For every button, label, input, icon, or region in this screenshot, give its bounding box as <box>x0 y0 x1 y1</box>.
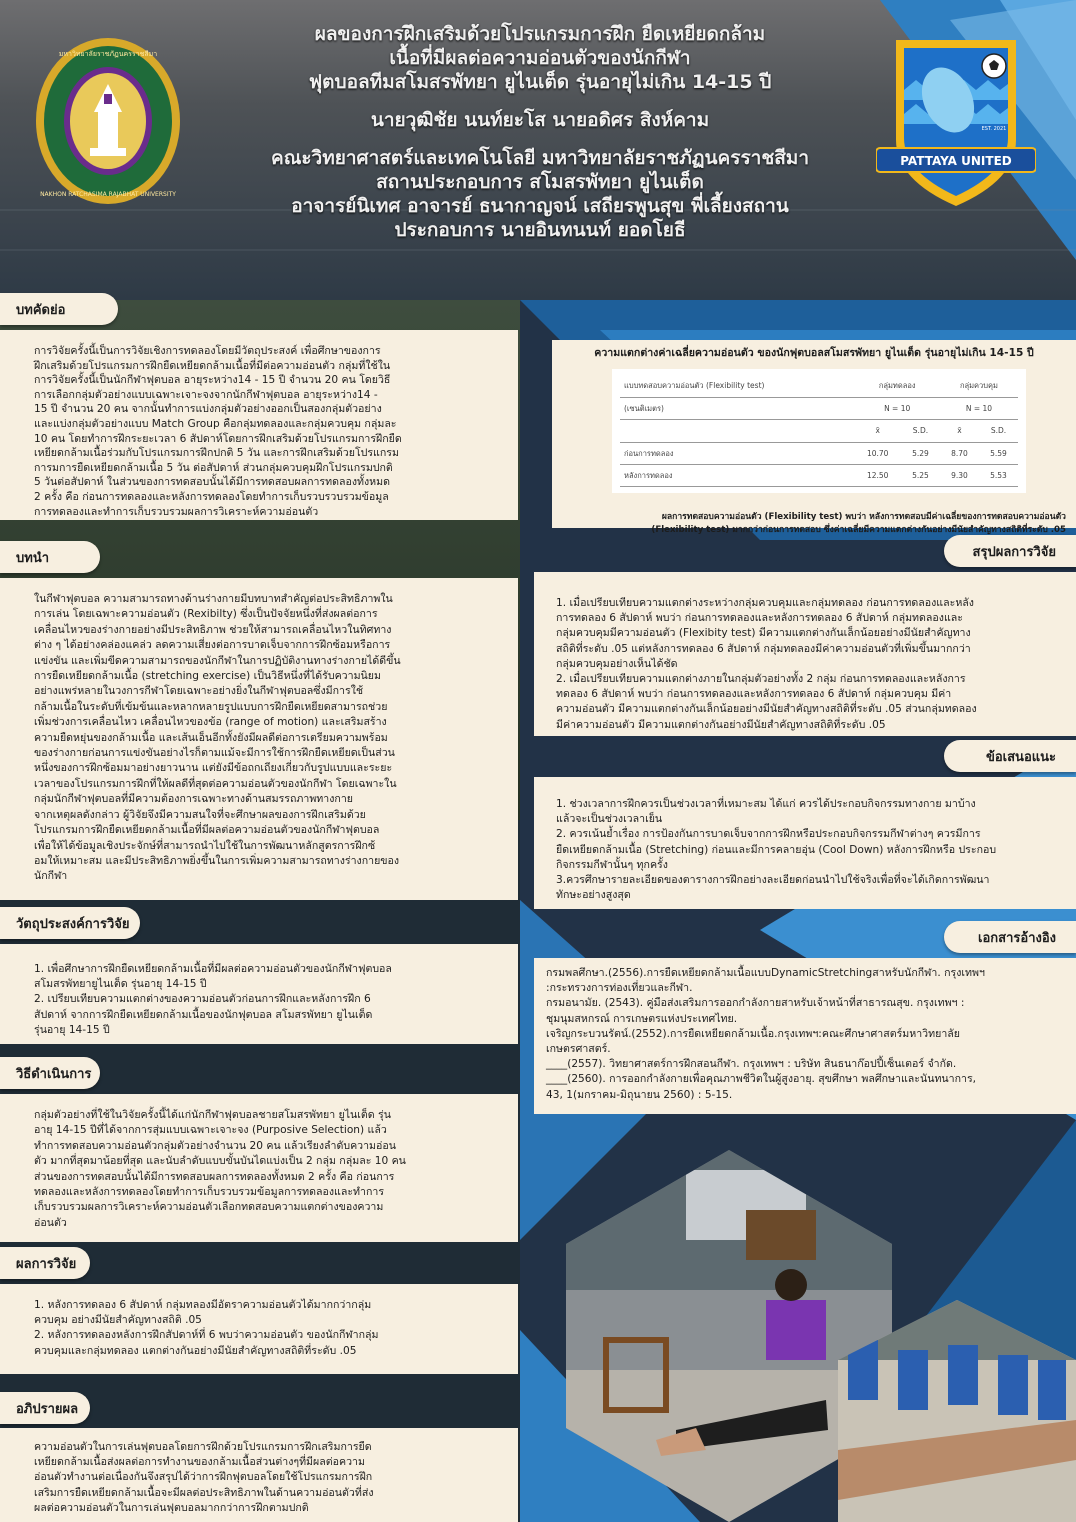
intro-line: ในกีฬาฟุตบอล ความสามารถทางด้านร่างกายมีบทบาทสำคัญต่อประสิทธิภาพใน <box>34 593 393 605</box>
affiliation-line-2: สถานประกอบการ สโมสรพัทยา ยูไนเต็ด <box>376 171 704 193</box>
intro-line: การยืดเหยียดกล้ามเนื้อ (stretching exercise) เป็นวิธีหนึ่งที่ได้รับความนิยม <box>34 670 381 683</box>
intro-line: กล้ามเนื้อในระดับที่เข้มข้นและหลากหลายรูปแบบการฝึกยืดเหยียดสามารถช่วย <box>34 700 388 713</box>
table-col-sd: S.D. <box>901 420 940 442</box>
table-cell: 5.25 <box>901 465 940 487</box>
methods-line: ทำการทดสอบความอ่อนตัวกลุ่มตัวอย่างจำนวน 20 คน แล้วเรียงลำดับความอ่อน <box>34 1139 397 1152</box>
intro-heading: บทนำ <box>0 541 100 573</box>
intro-line: ต่าง ๆ ได้อย่างคล่องแคล่ว ลดความเสี่ยงต่อการบาดเจ็บจากการฝึกซ้อมหรือการ <box>34 639 391 652</box>
methods-line: ตัว มากที่สุดมาน้อยที่สุด และนับลำดับแบบขั้นบันไดแบ่งเป็น 2 กลุ่ม กลุ่มละ 10 คน <box>34 1155 406 1168</box>
suggestion-line: 3.ควรศึกษารายละเอียดของตารางการฝึกอย่างละเอียดก่อนนำไปใช้จริงเพื่อที่จะได้เกิดการพัฒนา <box>556 874 990 887</box>
objective-line: 2. เปรียบเทียบความแตกต่างของความอ่อนตัวก่อนการฝึกและหลังการฝึก 6 <box>34 993 371 1006</box>
club-est: EST. 2021 <box>981 126 1007 132</box>
intro-line: แข่งขัน และเพิ่มขีดความสามารถของนักกีฬาในการปฏิบัติงานทางร่างกายได้ดีขึ้น <box>34 654 401 667</box>
abstract-line: การวิจัยครั้งนี้เป็นนักกีฬาฟุตบอล อายุระหว่าง14 - 15 ปี จำนวน 20 คน โดยวิธี <box>34 374 391 387</box>
reference-line: :กระทรวงการท่องเที่ยวและกีฬา. <box>546 982 693 995</box>
intro-line: ของร่างกายก่อนการแข่งขันอย่างไรก็ตามแม้จะมีการใช้การฝึกยืดเหยียดเป็นส่วน <box>34 747 395 760</box>
reference-line: ชุมนุมสหกรณ์ การเกษตรแห่งประเทศไทย. <box>546 1012 738 1025</box>
intro-card <box>0 578 518 900</box>
abstract-line: ฝึกเสริมด้วยโปรแกรมการฝึกยืดเหยียดกล้ามเนื้อที่มีต่อความอ่อนตัว กลุ่มที่ใช้ใน <box>34 359 391 372</box>
abstract-line: การวิจัยครั้งนี้เป็นการวิจัยเชิงการทดลองโดยมีวัตถุประสงค์ เพื่อศึกษาของการ <box>34 345 381 357</box>
objective-line: สโมสรพัทยายูไนเต็ด รุ่นอายุ 14-15 ปี <box>34 978 207 991</box>
methods-line: ส่วนของการทดสอบนั้นได้มีการทดสอบผลการทดลองทั้งหมด 2 ครั้ง คือ ก่อนการ <box>34 1170 395 1183</box>
poster-title-line-1: ผลของการฝึกเสริมด้วยโปรแกรมการฝึก ยืดเหยียดกล้าม <box>314 23 766 45</box>
abstract-line: 15 ปี จำนวน 20 คน จากนั้นทำการแบ่งกลุ่มตัวอย่างออกเป็นสองกลุ่มตัวอย่าง <box>34 403 382 416</box>
table-col-mean: x̄ <box>940 420 979 442</box>
table-cell: 10.70 <box>854 442 901 464</box>
methods-line: อ่อนตัว <box>34 1216 67 1229</box>
discussion-heading: อภิปรายผล <box>0 1392 90 1424</box>
abstract-line: การทดลองและทำการเก็บรวบรวมผลการวิเคราะห์ความอ่อนตัว <box>34 505 319 518</box>
intro-line: เพื่อให้ได้ข้อมูลเชิงประจักษ์ที่สามารถนำไปใช้ในการพัฒนาหลักสูตรการฝึกซ้ <box>34 839 376 852</box>
table-head-label-1: แบบทดสอบความอ่อนตัว (Flexibility test) <box>620 375 854 397</box>
reference-line: กรมอนามัย. (2543). คู่มือส่งเสริมการออกกำลังกายสาหรับเจ้าหน้าที่สาธารณสุข. กรุงเทพฯ : <box>546 997 965 1010</box>
results-heading: ผลการวิจัย <box>0 1247 90 1279</box>
objective-line: 1. เพื่อศึกษาการฝึกยืดเหยียดกล้ามเนื้อที่มีผลต่อความอ่อนตัวของนักกีฬาฟุตบอล <box>34 963 392 975</box>
affiliation-line-4: ประกอบการ นายอินทนนท์ ยอดโยธี <box>394 219 686 241</box>
methods-line: ทดลองและหลังการทดลองโดยทำการเก็บรวบรวมข้อมูลการทดลองและทำการ <box>34 1186 385 1199</box>
reference-line: ____(2560). การออกกำลังกายเพื่อคุณภาพชีวิตในผู้สูงอายุ. สุขศึกษา พลศึกษาและนันทนาการ, <box>546 1073 977 1086</box>
intro-line: ความยืดหยุ่นของกล้ามเนื้อ และเส้นเอ็นอีกทั้งยังมีผลดีต่อการเตรียมความพร้อม <box>34 731 388 744</box>
objectives-heading: วัตถุประสงค์การวิจัย <box>0 907 140 939</box>
result-line: 2. หลังการทดลองหลังการฝึกสัปดาห์ที่ 6 พบว่าความอ่อนตัว ของนักกีฬากลุ่ม <box>34 1329 379 1342</box>
logo-ring-bottom: NAKHON RATCHASIMA RAJABHAT UNIVERSITY <box>40 191 176 198</box>
discussion-line: อ่อนตัวทำงานต่อเนื่องกันจึงสรุปได้ว่าการฝึกฟุตบอลโดยใช้โปรแกรมการฝึก <box>34 1471 373 1484</box>
suggestion-line: กิจกรรมกีฬานั้นๆ ทุกครั้ง <box>556 858 668 871</box>
table-row <box>620 465 1018 487</box>
table-cell: 5.59 <box>979 442 1018 464</box>
intro-line: อมให้เหมาะสม และมีประสิทธิภาพยิ่งขึ้นในการเพิ่มความสามารถทางร่างกายของ <box>34 854 400 867</box>
discussion-line: ความอ่อนตัวในการเล่นฟุตบอลโดยการฝึกด้วยโปรแกรมการฝึกเสริมการยืด <box>34 1441 372 1453</box>
discussion-line: เหยียดกล้ามเนื้อส่งผลต่อการทำงานของกล้ามเนื้อส่วนต่างๆที่มีผลต่อความ <box>34 1456 365 1469</box>
intro-line: หนึ่งของการฝึกซ้อมมาอย่างยาวนาน แต่ยังมีข้อถกเถียงเกี่ยวกับรูปแบบและระยะ <box>34 762 393 775</box>
conclusion-line: 2. เมื่อเปรียบเทียบความแตกต่างภายในกลุ่มตัวอย่างทั้ง 2 กลุ่ม ก่อนการทดลองและหลังการ <box>556 673 966 686</box>
methods-line: กลุ่มตัวอย่างที่ใช้ในวิจัยครั้งนี้ได้แก่นักกีฬาฟุตบอลชายสโมสรพัทยา ยูไนเต็ด รุ่น <box>34 1109 391 1121</box>
affiliation-line-1: คณะวิทยาศาสตร์และเทคโนโลยี มหาวิทยาลัยราชภัฏนครราชสีมา <box>270 147 810 169</box>
abstract-line: และแบ่งกลุ่มตัวอย่างแบบ Match Group คือกลุ่มทดลองและกลุ่มควบคุม กลุ่มละ <box>34 417 397 430</box>
conclusion-line: กลุ่มควบคุมมีความอ่อนตัว (Flexibity test) มีความแตกต่างกันเล็กน้อยอย่างมีนัยสำคัญทาง <box>556 627 971 640</box>
table-col-mean: x̄ <box>854 420 901 442</box>
authors: นายวุฒิชัย นนท์ยะโส นายอดิศร สิงห์คาม <box>370 109 710 131</box>
suggestions-card <box>534 777 1076 909</box>
discussion-line: เสริมการยืดเหยียดกล้ามเนื้อจะมีผลต่อประสิทธิภาพในด้านความอ่อนตัวที่ส่ง <box>34 1486 374 1499</box>
conclusion-line: 1. เมื่อเปรียบเทียบความแตกต่างระหว่างกลุ่มควบคุมและกลุ่มทดลอง ก่อนการทดลองและหลัง <box>556 597 974 609</box>
result-line: ควบคุม อย่างมีนัยสำคัญทางสถิติ .05 <box>34 1314 202 1327</box>
table-note-line: ผลการทดสอบความอ่อนตัว (Flexibility test) พบว่า หลังการทดสอบมีค่าเฉลี่ยของการทดสอบความอ่อนตัว <box>661 512 1066 523</box>
abstract-line: 2 ครั้ง คือ ก่อนการทดลองและหลังการทดลองโดยทำการเก็บรวบรวบรวมข้อมูล <box>34 490 389 503</box>
reference-line: เจริญกระบวนรัตน์.(2552).การยืดเหยียดกล้ามเนื้อ.กรุงเทพฯ:คณะศึกษาศาสตร์มหาวิทยาลัย <box>546 1027 960 1040</box>
discussion-card <box>0 1428 518 1522</box>
table-cell: 5.53 <box>979 465 1018 487</box>
result-line: 1. หลังการทดลอง 6 สัปดาห์ กลุ่มทลองมีอัตราความอ่อนตัวได้มากกว่ากลุ่ม <box>34 1299 372 1311</box>
intro-line: เคลื่อนไหวของร่างกายอย่างมีประสิทธิภาพ ช่วยให้สามารถเคลื่อนไหวในทิศทาง <box>34 623 392 636</box>
reference-line: เกษตรศาสตร์. <box>546 1043 611 1056</box>
logo-ring-top: มหาวิทยาลัยราชภัฏนครราชสีมา <box>58 50 158 58</box>
club-name: PATTAYA UNITED <box>900 154 1012 168</box>
club-logo <box>876 30 1036 210</box>
university-logo <box>34 36 182 206</box>
reference-line: กรมพลศึกษา.(2556).การยืดเหยียดกล้ามเนื้อแบบDynamicStretchingสาหรับนักกีฬา. กรุงเทพฯ <box>546 967 985 979</box>
table-cell: 8.70 <box>940 442 979 464</box>
conclusion-heading: สรุปผลการวิจัย <box>944 535 1076 567</box>
table-cell: 5.29 <box>901 442 940 464</box>
methods-card <box>0 1094 518 1242</box>
poster-header <box>230 22 850 242</box>
references-heading: เอกสารอ้างอิง <box>944 921 1076 953</box>
table-head-label-2: (เซนติเมตร) <box>620 397 854 419</box>
table-cell: 12.50 <box>854 465 901 487</box>
abstract-card <box>0 330 518 520</box>
abstract-line: 5 วันต่อสัปดาห์ ในส่วนของการทดสอบนั้นได้มีการทดสอบผลการทดลองทั้งหมด <box>34 476 391 489</box>
conclusion-line: การทดลอง 6 สัปดาห์ พบว่า ก่อนการทดลองและหลังการทดลอง 6 สัปดาห์ กลุ่มทดลองและ <box>556 612 963 625</box>
intro-line: จากเหตุผลดังกล่าว ผู้วิจัยจึงมีความสนใจที่จะศึกษาผลของการฝึกเสริมด้วย <box>34 808 366 821</box>
objective-line: สัปดาห์ จากการฝึกยืดเหยียดกล้ามเนื้อของนักฟุตบอล สโมสรพัทยา ยูไนเต็ด <box>34 1008 373 1021</box>
poster-title-line-3: ฟุตบอลทีมสโมสรพัทยา ยูไนเต็ด รุ่นอายุไม่เกิน 14-15 ปี <box>308 71 772 93</box>
intro-line: การเล่น โดยเฉพาะความอ่อนตัว (Rexibilty) ซึ่งเป็นปัจจัยหนึ่งที่ส่งผลต่อการ <box>34 608 378 621</box>
reference-line: 43, 1(มกราคม-มิถุนายน 2560) : 5-15. <box>546 1088 733 1101</box>
affiliation-line-3: อาจารย์นิเทศ อาจารย์ ธนากาญจน์ เสถียรพูนสุข พี่เลี้ยงสถาน <box>291 195 789 217</box>
suggestion-line: 2. ควรเน้นย้ำเรื่อง การป้องกันการบาดเจ็บจากการฝึกหรือประกอบกิจกรรมกีฬาต่างๆ ควรมีการ <box>556 828 981 841</box>
table-row-label: ก่อนการทดลอง <box>620 442 854 464</box>
methods-line: เก็บรวบรวมผลการวิเคราะห์ความอ่อนตัวเลือกทดสอบความแตกต่างของความ <box>34 1201 384 1214</box>
abstract-heading: บทคัดย่อ <box>0 293 118 325</box>
conclusion-line: ทดลอง 6 สัปดาห์ พบว่า ก่อนการทดลองและหลังการทดลอง 6 สัปดาห์ กลุ่มควบคุม มีค่า <box>556 688 952 701</box>
suggestion-line: ทักษะอย่างสูงสุด <box>556 889 631 902</box>
results-card <box>0 1284 518 1374</box>
table-n-ctl: N = 10 <box>940 397 1018 419</box>
references-card <box>534 958 1076 1114</box>
table-row <box>620 442 1018 464</box>
intro-line: เวลาของโปรแกรมการฝึกที่ให้ผลดีที่สุดต่อความอ่อนตัวของนักกีฬา โดยเฉพาะใน <box>34 777 397 790</box>
table-n-exp: N = 10 <box>854 397 940 419</box>
table-row-label: หลังการทดลอง <box>620 465 854 487</box>
abstract-line: การเลือกกลุ่มตัวอย่างแบบเฉพาะเจาะจงจากนักกีฬาฟุตบอล อายุระหว่าง14 - <box>34 388 378 401</box>
conclusion-line: กลุ่มควบคุมอย่างเห็นได้ชัด <box>556 657 678 670</box>
abstract-line: การมการยืดเหยียดกล้ามเนื้อ 5 วัน ต่อสัปดาห์ ส่วนกลุ่มควบคุมฝึกโปรแกรมปกติ <box>34 461 393 474</box>
intro-line: นักกีฬา <box>34 870 68 883</box>
objectives-card <box>0 944 518 1044</box>
result-line: ควบคุมและกลุ่มทดลอง แตกต่างกันอย่างมีนัยสำคัญทางสถิติที่ระดับ .05 <box>34 1344 357 1357</box>
methods-line: อายุ 14-15 ปีที่ได้จากการสุ่มแบบเฉพาะเจาะจง (Purposive Selection) แล้ว <box>34 1124 387 1137</box>
intro-line: โปรแกรมการฝึกยืดเหยียดกล้ามเนื้อที่มีผลต่อความอ่อนตัวของนักกีฬาฟุตบอล <box>34 824 380 837</box>
reference-line: ____(2557). วิทยาศาสตร์การฝึกสอนกีฬา. กรุงเทพฯ : บริษัท สินธนาก๊อปปี้เซ็นเตอร์ จำกัด. <box>546 1058 957 1071</box>
conclusion-line: ความอ่อนตัว มีความแตกต่างกันเล็กน้อยอย่างมีนัยสำคัญทางสถิติที่ระดับ .05 ส่วนกลุ่มทดลอง <box>556 703 977 716</box>
conclusion-line: สถิติที่ระดับ .05 แต่หลังการทดลอง 6 สัปดาห์ กลุ่มทดลองมีค่าความอ่อนตัวที่เพิ่มขึ้นมากกว่า <box>556 642 971 655</box>
table-col-sd: S.D. <box>979 420 1018 442</box>
suggestion-line: ยืดเหยียดกล้ามเนื้อ (Stretching) ก่อนและมีการคลายอุ่น (Cool Down) หลังการฝึกหรือ ประกอบ <box>556 843 997 856</box>
table-group-exp: กลุ่มทดลอง <box>854 375 940 397</box>
table-note <box>562 511 1066 536</box>
table-cell: 9.30 <box>940 465 979 487</box>
suggestions-heading: ข้อเสนอแนะ <box>944 740 1076 772</box>
objective-line: รุ่นอายุ 14-15 ปี <box>34 1023 110 1036</box>
conclusion-card <box>534 572 1076 736</box>
discussion-line: ผลต่อความอ่อนตัวในการเล่นฟุตบอลมากกว่าการฝึกตามปกติ <box>34 1501 309 1514</box>
table-note-line: (Flexibility test) มากกว่าก่อนการทดสอบ ซึ่งค่าเฉลี่ยมีความแตกต่างกันอย่างมีนัยสำคัญทางสถิติที่ระดับ .05 <box>651 524 1066 535</box>
table-panel <box>552 340 1076 535</box>
table-caption: ความแตกต่างค่าเฉลี่ยความอ่อนตัว ของนักฟุตบอลสโมสรพัทยา ยูไนเต็ด รุ่นอายุไม่เกิน 14-15 ปี <box>594 347 1034 359</box>
poster-title-line-2: เนื้อที่มีผลต่อความอ่อนตัวของนักกีฬา <box>389 47 691 69</box>
suggestion-line: แล้วจะเป็นช่วงเวลาเย็น <box>556 813 663 826</box>
abstract-line: 10 คน โดยทำการฝึกระยะเวลา 6 สัปดาห์โดยการฝึกเสริมด้วยโปรแกรมการฝึกยืด <box>34 432 402 445</box>
abstract-line: เหยียดกล้ามเนื้อร่วมกับโปรแกรมการฝึกปกติ 5 วัน และการฝึกเสริมด้วยโปรแกรม <box>34 447 399 460</box>
table-group-ctl: กลุ่มควบคุม <box>940 375 1018 397</box>
intro-line: อย่างแพร่หลายในวงการกีฬาโดยเฉพาะอย่างยิ่งในกีฬาฟุตบอลซึ่งมีการใช้ <box>34 685 364 698</box>
suggestion-line: 1. ช่วงเวลาการฝึกควรเป็นช่วงเวลาที่เหมาะสม ได้แก่ ควรได้ประกอบกิจกรรมทางกาย มาบ้าง <box>556 798 976 810</box>
training-photo-2 <box>838 1300 1076 1522</box>
conclusion-line: มีค่าความอ่อนตัว มีความแตกต่างกันอย่างมีนัยสำคัญทางสถิติที่ระดับ .05 <box>556 718 886 731</box>
intro-line: กลุ่มนักกีฬาฟุตบอลที่มีความต้องการเฉพาะทางด้านสมรรถภาพทางกาย <box>34 793 353 806</box>
flexibility-table <box>612 369 1026 493</box>
methods-heading: วิธีดำเนินการ <box>0 1057 100 1089</box>
intro-line: เพิ่มช่วงการเคลื่อนไหว เคลื่อนไหวของข้อ (range of motion) และเสริมสร้าง <box>34 716 387 729</box>
